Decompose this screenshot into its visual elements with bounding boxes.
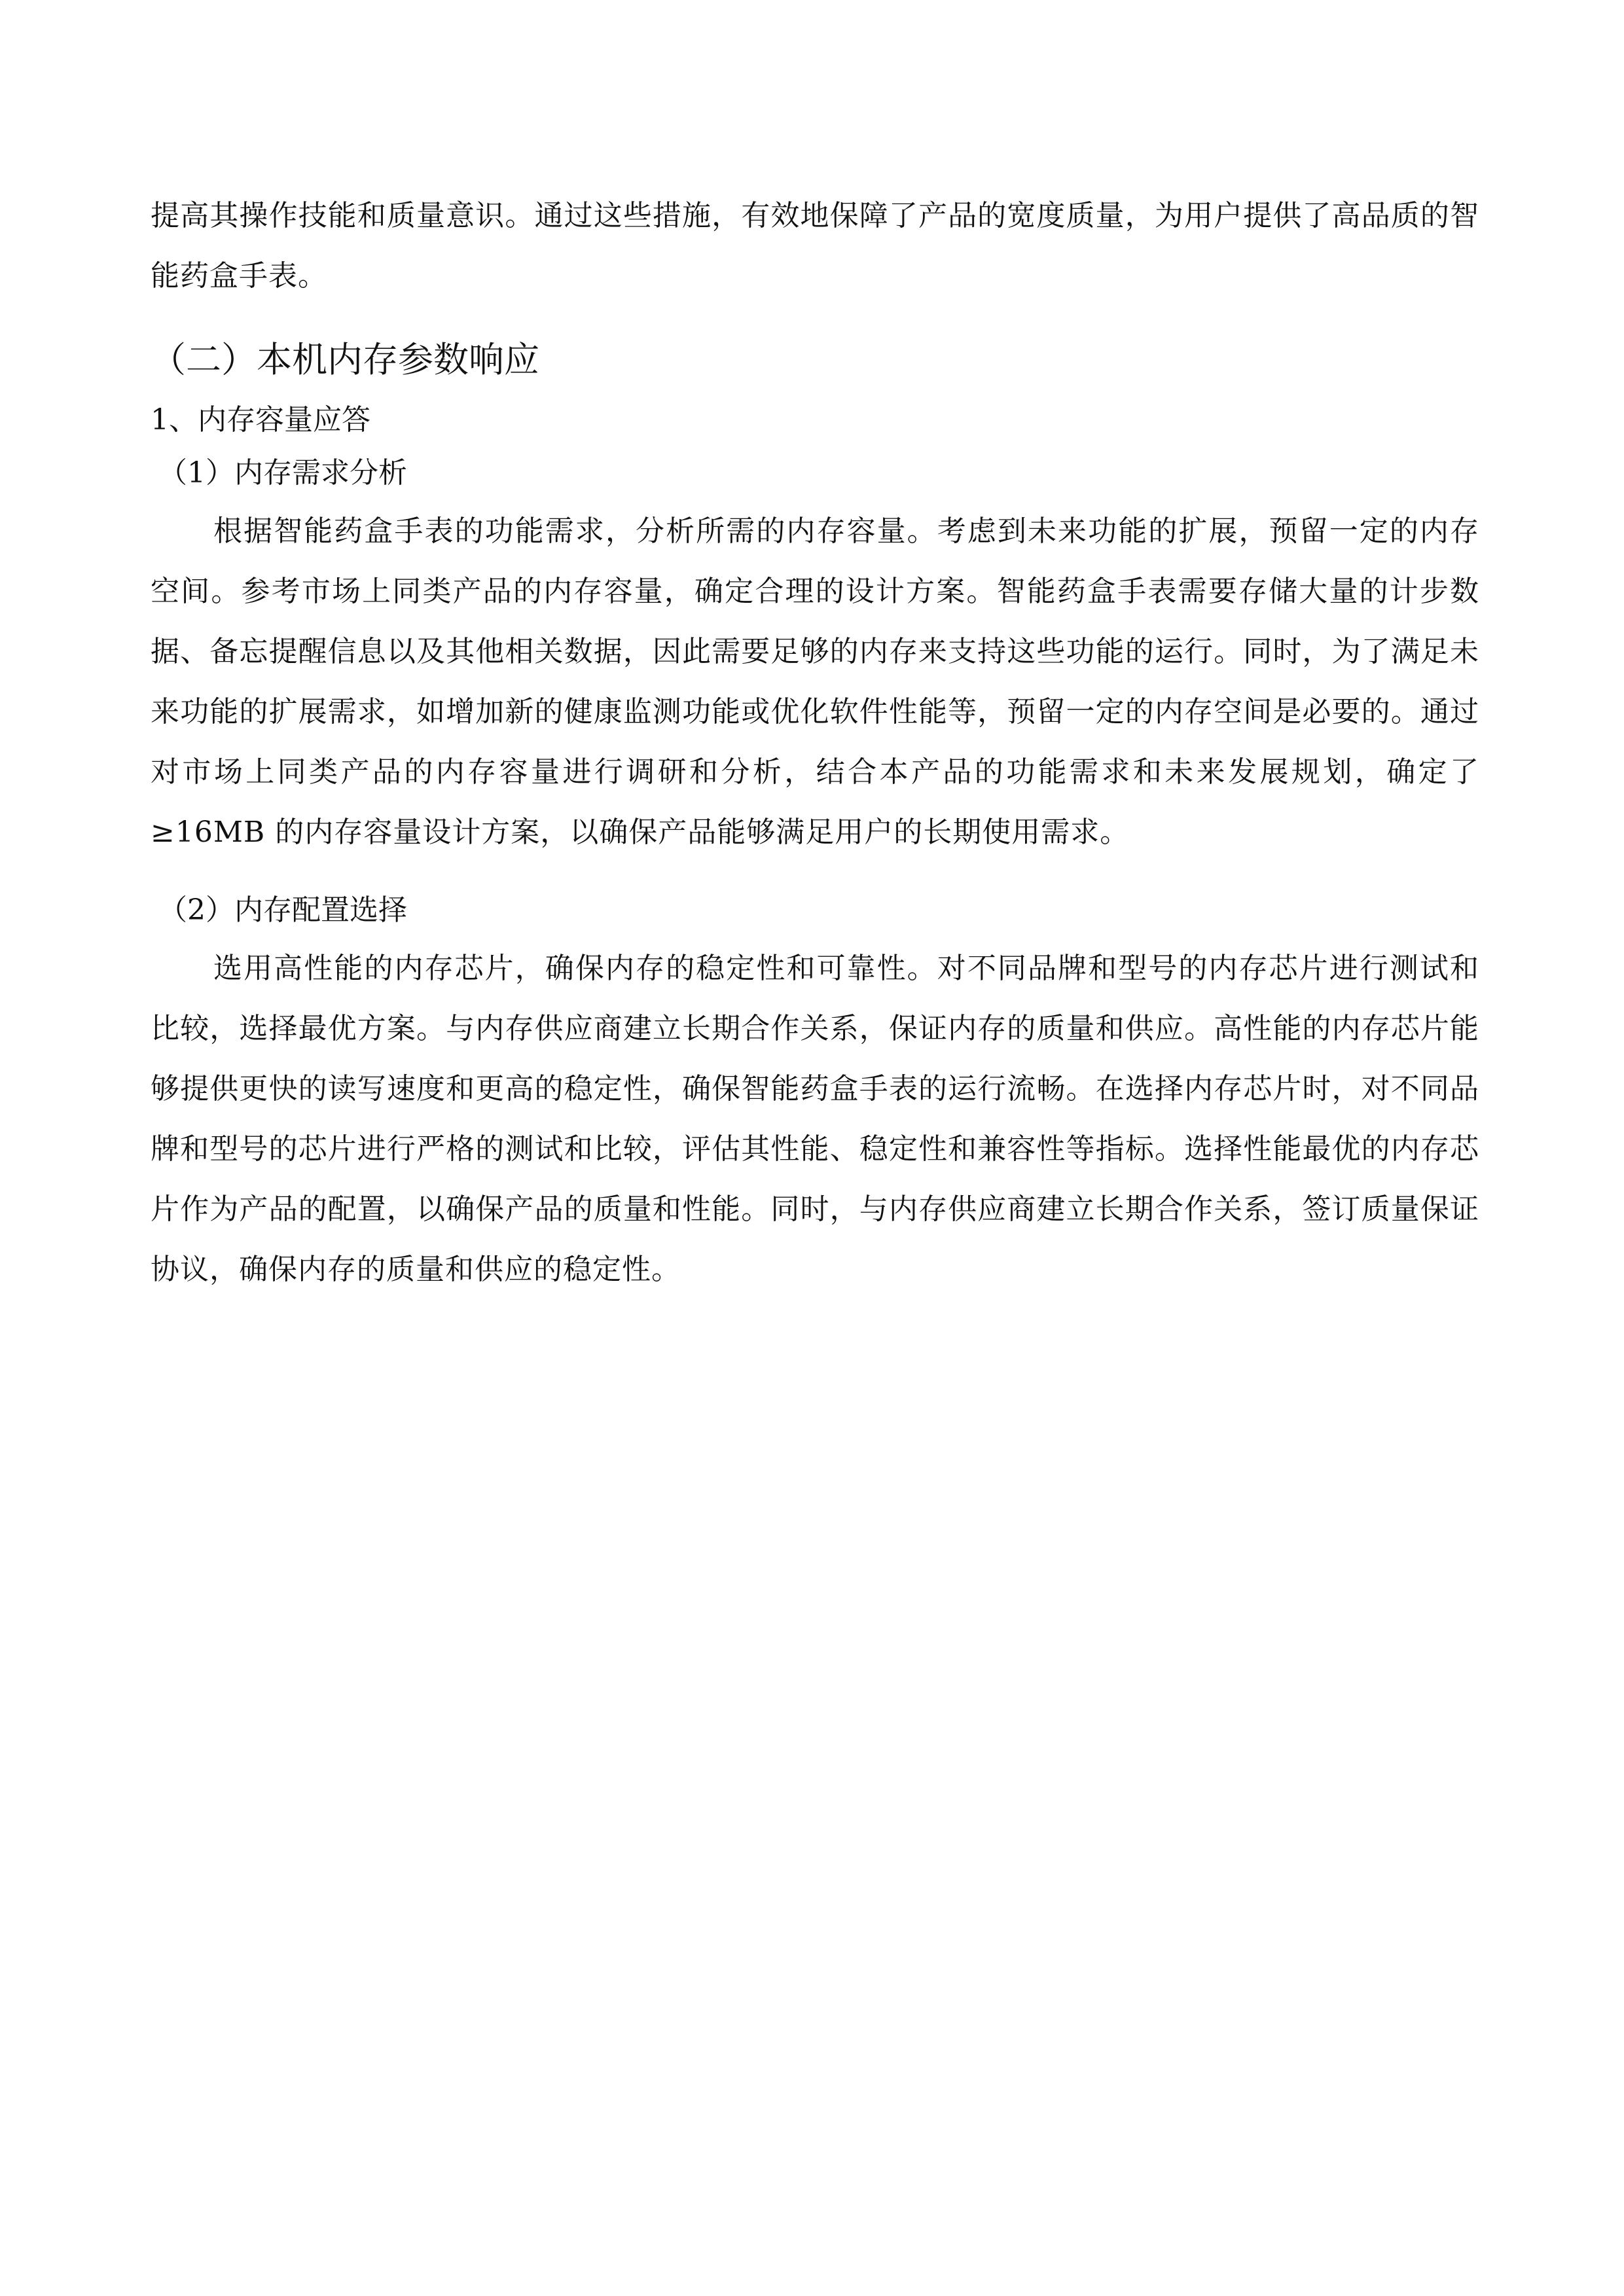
- item2-paragraph: 选用高性能的内存芯片，确保内存的稳定性和可靠性。对不同品牌和型号的内存芯片进行测试和比较，选择最优方案。与内存供应商建立长期合作关系，保证内存的质量和供应。高性能的内存芯片能够提供更快的读写速度和更高的稳定性，确保智能药盒手表的运行流畅。在选择内存芯片时，对不同品牌和型号的芯片进行严格的测试和比较，评估其性能、稳定性和兼容性等指标。选择性能最优的内存芯片作为产品的配置，以确保产品的质量和性能。同时，与内存供应商建立长期合作关系，签订质量保证协议，确保内存的质量和供应的稳定性。: [151, 952, 1479, 1286]
- subsection-title: 1、内存容量应答: [151, 403, 370, 437]
- paragraph-gap: [151, 863, 1479, 882]
- section-title: （二）本机内存参数响应: [151, 339, 539, 380]
- intro-paragraph: 提高其操作技能和质量意识。通过这些措施，有效地保障了产品的宽度质量，为用户提供了高品质的智能药盒手表。: [151, 199, 1479, 293]
- item1-paragraph: 根据智能药盒手表的功能需求，分析所需的内存容量。考虑到未来功能的扩展，预留一定的内存空间。参考市场上同类产品的内存容量，确定合理的设计方案。智能药盒手表需要存储大量的计步数据、备忘提醒信息以及其他相关数据，因此需要足够的内存来支持这些功能的运行。同时，为了满足未来功能的扩展需求，如增加新的健康监测功能或优化软件性能等，预留一定的内存空间是必要的。通过对市场上同类产品的内存容量进行调研和分析，结合本产品的功能需求和未来发展规划，确定了≥16MB 的内存容量设计方案，以确保产品能够满足用户的长期使用需求。: [151, 514, 1479, 849]
- document-body: [151, 186, 1479, 1300]
- item2-title: （2）内存配置选择: [158, 893, 407, 927]
- item1-title: （1）内存需求分析: [158, 456, 407, 490]
